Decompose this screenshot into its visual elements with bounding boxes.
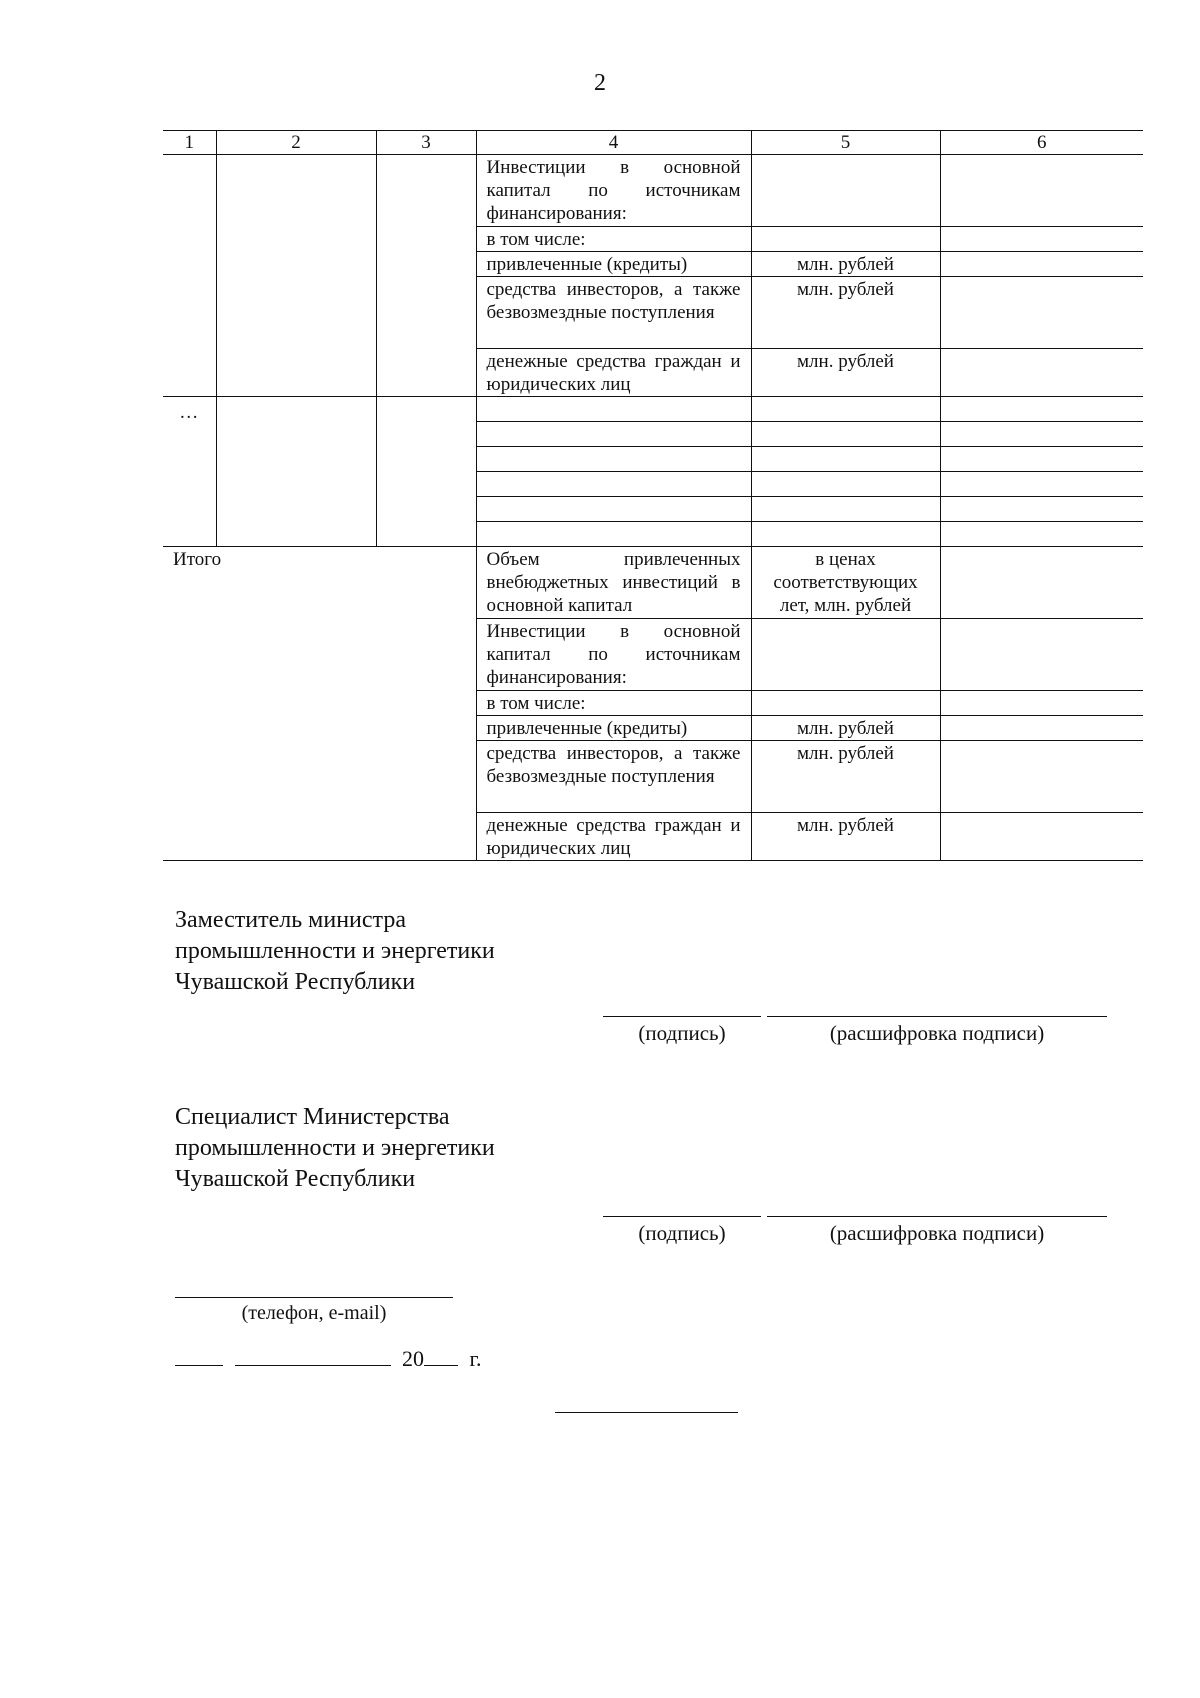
table-cell: [216, 155, 376, 397]
indicator-cell: привлеченные (кредиты): [476, 252, 751, 277]
year-blank[interactable]: [424, 1345, 458, 1366]
signature-caption: (подпись): [638, 1221, 726, 1245]
month-blank[interactable]: [235, 1345, 391, 1366]
table-cell: [163, 155, 216, 397]
value-cell: [940, 497, 1143, 522]
indicator-cell: Объем привлеченных внебюджетных инвестиций в основной капитал: [476, 547, 751, 619]
indicator-cell: [476, 522, 751, 547]
signature-line[interactable]: [603, 1016, 761, 1017]
unit-cell: млн. рублей: [751, 716, 940, 741]
column-header: 5: [751, 131, 940, 155]
value-cell: [940, 422, 1143, 447]
unit-cell: [751, 619, 940, 691]
unit-cell: [751, 397, 940, 422]
indicator-cell: [476, 422, 751, 447]
indicator-cell: денежные средства граждан и юридических лиц: [476, 813, 751, 861]
value-cell: [940, 227, 1143, 252]
signer1-line: промышленности и энергетики: [175, 938, 495, 964]
signature-decoding-line[interactable]: [767, 1016, 1107, 1017]
ellipsis-cell: …: [163, 397, 216, 547]
column-header: 6: [940, 131, 1143, 155]
table-row: [163, 155, 1143, 227]
indicator-cell: средства инвесторов, а также безвозмездные поступления: [476, 277, 751, 349]
value-cell: [940, 691, 1143, 716]
column-header: 3: [376, 131, 476, 155]
signature-caption: (подпись): [638, 1021, 726, 1045]
value-cell: [940, 619, 1143, 691]
indicator-cell: [476, 497, 751, 522]
indicator-cell: [476, 447, 751, 472]
total-label: Итого: [163, 547, 476, 861]
value-cell: [940, 155, 1143, 227]
column-header: 4: [476, 131, 751, 155]
value-cell: [940, 349, 1143, 397]
signer1-line: Заместитель министра: [175, 907, 406, 933]
unit-cell: млн. рублей: [751, 252, 940, 277]
value-cell: [940, 741, 1143, 813]
value-cell: [940, 813, 1143, 861]
unit-cell: [751, 155, 940, 227]
signer2-line: Чувашской Республики: [175, 1166, 416, 1192]
unit-cell: в ценах соответствующих лет, млн. рублей: [751, 547, 940, 619]
signature-decoding-line[interactable]: [767, 1216, 1107, 1217]
value-cell: [940, 447, 1143, 472]
signer1-title: [175, 905, 495, 998]
unit-cell: [751, 472, 940, 497]
table-header-row: [163, 131, 1143, 155]
contact-line[interactable]: [175, 1297, 453, 1298]
decoding-caption: (расшифровка подписи): [829, 1221, 1045, 1245]
indicator-cell: денежные средства граждан и юридических лиц: [476, 349, 751, 397]
signer1-line: Чувашской Республики: [175, 969, 416, 995]
table-row: [163, 397, 1143, 422]
signature-line[interactable]: [603, 1216, 761, 1217]
unit-cell: млн. рублей: [751, 349, 940, 397]
unit-cell: [751, 691, 940, 716]
day-blank[interactable]: [175, 1345, 223, 1366]
unit-cell: [751, 422, 940, 447]
table-cell: [376, 397, 476, 547]
year-prefix: 20: [402, 1346, 424, 1371]
page-number: 2: [594, 70, 606, 96]
investment-table: [163, 130, 1143, 861]
indicator-cell: средства инвесторов, а также безвозмездные поступления: [476, 741, 751, 813]
unit-cell: [751, 447, 940, 472]
column-header: 1: [163, 131, 216, 155]
indicator-cell: привлеченные (кредиты): [476, 716, 751, 741]
unit-cell: млн. рублей: [751, 741, 940, 813]
end-separator-line: [555, 1412, 738, 1413]
unit-cell: [751, 227, 940, 252]
unit-cell: [751, 497, 940, 522]
unit-cell: [751, 522, 940, 547]
indicator-cell: [476, 397, 751, 422]
signer2-line: Специалист Министерства: [175, 1104, 450, 1130]
year-suffix: г.: [469, 1346, 482, 1371]
value-cell: [940, 252, 1143, 277]
value-cell: [940, 397, 1143, 422]
table-cell: [376, 155, 476, 397]
value-cell: [940, 522, 1143, 547]
unit-cell: млн. рублей: [751, 277, 940, 349]
table-row: [163, 547, 1143, 619]
value-cell: [940, 277, 1143, 349]
value-cell: [940, 716, 1143, 741]
indicator-cell: Инвестиции в основной капитал по источникам финансирования:: [476, 155, 751, 227]
date-row: [175, 1345, 482, 1372]
decoding-caption: (расшифровка подписи): [829, 1021, 1045, 1045]
table-cell: [216, 397, 376, 547]
signer2-line: промышленности и энергетики: [175, 1135, 495, 1161]
contact-caption: (телефон, e-mail): [241, 1302, 387, 1324]
indicator-cell: [476, 472, 751, 497]
value-cell: [940, 472, 1143, 497]
indicator-cell: в том числе:: [476, 691, 751, 716]
signer2-title: [175, 1102, 495, 1195]
value-cell: [940, 547, 1143, 619]
unit-cell: млн. рублей: [751, 813, 940, 861]
indicator-cell: Инвестиции в основной капитал по источникам финансирования:: [476, 619, 751, 691]
indicator-cell: в том числе:: [476, 227, 751, 252]
column-header: 2: [216, 131, 376, 155]
